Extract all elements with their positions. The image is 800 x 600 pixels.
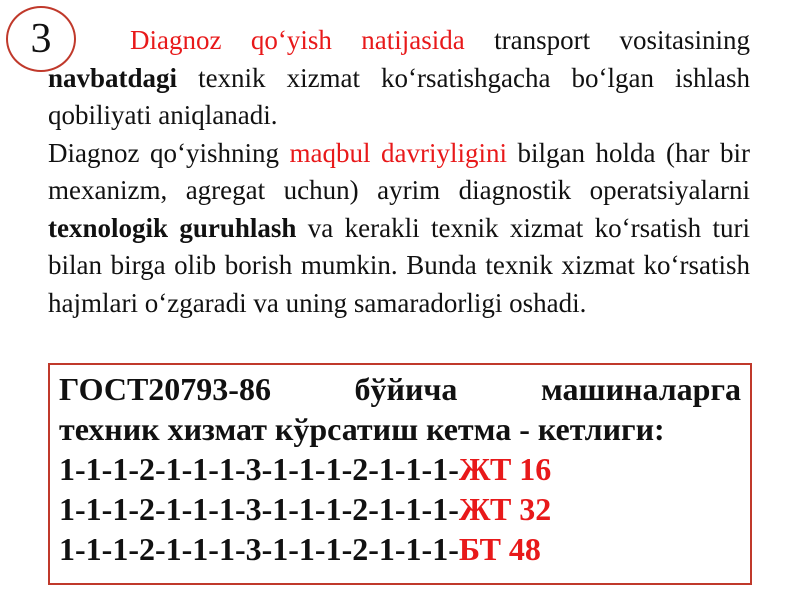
paragraph-1-text-a: transport vositasining [464, 25, 751, 55]
paragraph-1-red-lead: Diagnoz qo‘yish natijasida [130, 25, 465, 55]
sequence-line [59, 449, 741, 489]
sequence-prefix: 1-1-1-2-1-1-1-3-1-1-1-2-1-1-1- [59, 451, 459, 487]
box-heading-line-2: техник хизмат кўрсатиш кетма - кетлиги: [59, 411, 665, 447]
sequence-line [59, 529, 741, 569]
gost-sequence-box [48, 363, 752, 585]
paragraph-2-text-c: va kerakli texnik xizmat ko‘rsatish turi bilan birga olib borish mumkin. Bunda texnik xizmat ko‘rsatish hajmlari o‘zgaradi va uning samaradorligi oshadi. [48, 212, 750, 318]
body-text [48, 22, 750, 322]
sequence-service-type: БТ 48 [458, 531, 541, 567]
sequence-line [59, 489, 741, 529]
paragraph-2-bold: texnologik guruhlash [48, 212, 297, 243]
sequence-service-type: ЖТ 16 [458, 451, 552, 487]
sequence-prefix: 1-1-1-2-1-1-1-3-1-1-1-2-1-1-1- [59, 531, 459, 567]
box-heading-word-1: ГОСТ20793-86 [59, 371, 271, 407]
paragraph-2-red: maqbul davriyligini [289, 137, 507, 168]
paragraph-1-bold: navbatdagi [48, 62, 178, 93]
paragraph-1-text-b: texnik xizmat ko‘rsatishgacha bo‘lgan ishlash qobiliyati aniqlanadi. [48, 62, 750, 130]
sequence-service-type: ЖТ 32 [458, 491, 552, 527]
slide-number: 3 [30, 16, 52, 62]
paragraph-2-text-a: Diagnoz qo‘yishning [48, 137, 290, 168]
box-heading [59, 369, 741, 449]
box-heading-word-3: машиналарга [540, 371, 741, 407]
box-heading-line-1 [59, 369, 741, 409]
paragraph-1 [48, 22, 750, 135]
paragraph-2-text-b: bilgan holda (har bir mexanizm, agregat uchun) ayrim diagnostik operatsiyalarni [48, 137, 750, 205]
sequence-prefix: 1-1-1-2-1-1-1-3-1-1-1-2-1-1-1- [59, 491, 459, 527]
paragraph-2 [48, 135, 750, 323]
box-heading-word-2: бўйича [354, 371, 458, 407]
